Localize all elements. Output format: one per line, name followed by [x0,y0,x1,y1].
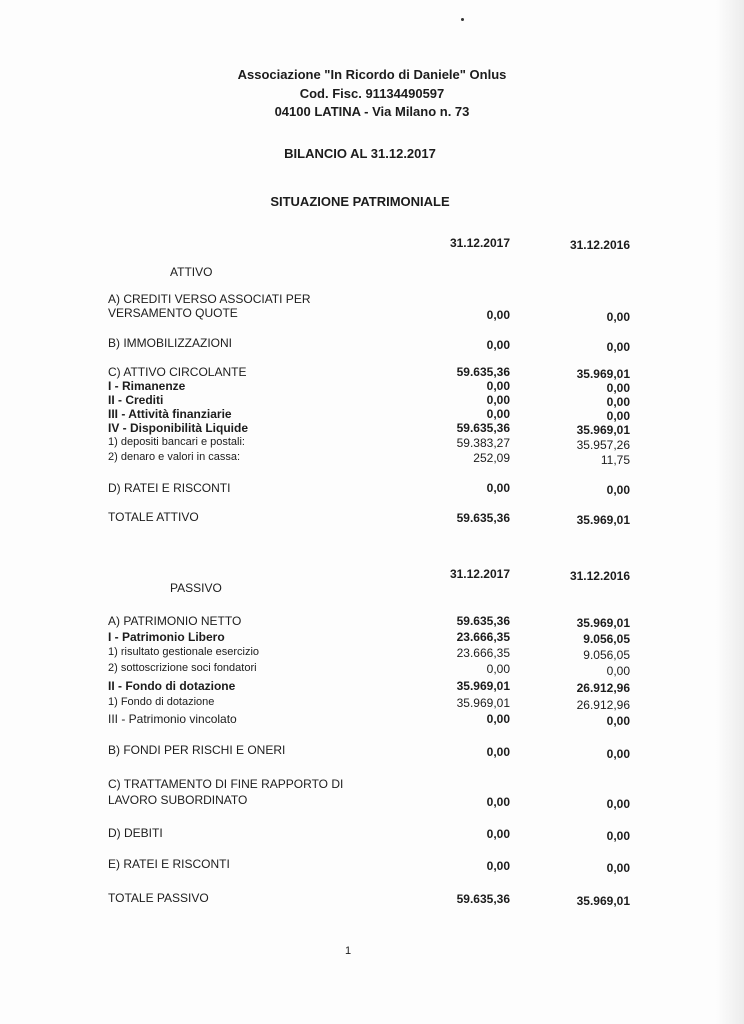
passivo-a3-label: III - Patrimonio vincolato [108,712,237,726]
attivo-a-2016: 0,00 [606,310,630,324]
page-number: 1 [345,945,352,957]
address: 04100 LATINA - Via Milano n. 73 [274,104,470,119]
scan-speck [461,18,464,21]
passivo-a1-2017: 23.666,35 [456,630,510,644]
attivo-c-2017: 59.635,36 [456,365,510,379]
column-header-2016-passivo: 31.12.2016 [569,569,630,583]
passivo-heading: PASSIVO [170,581,222,595]
attivo-c1-2017: 0,00 [486,379,510,393]
attivo-c2-2017: 0,00 [486,393,510,407]
passivo-a1b-label: 2) sottoscrizione soci fondatori [108,662,257,674]
passivo-a1a-label: 1) risultato gestionale esercizio [108,646,260,658]
passivo-a-2017: 59.635,36 [456,614,510,628]
attivo-c2-2016: 0,00 [606,395,630,409]
attivo-c4b-label: 2) denaro e valori in cassa: [108,451,241,463]
attivo-c4a-2016: 35.957,26 [576,438,630,452]
attivo-c4b-2017: 252,09 [473,451,510,465]
passivo-e-2016: 0,00 [606,861,630,875]
totale-attivo-2016: 35.969,01 [576,513,630,527]
passivo-d-2016: 0,00 [606,829,630,843]
passivo-a2-label: II - Fondo di dotazione [108,679,236,693]
totale-attivo-2017: 59.635,36 [456,511,510,525]
passivo-d-2017: 0,00 [486,827,510,841]
attivo-c1-label: I - Rimanenze [108,379,186,393]
passivo-a1-label: I - Patrimonio Libero [108,630,225,644]
fiscal-code: Cod. Fisc. 91134490597 [299,86,445,101]
passivo-a2a-2017: 35.969,01 [456,696,510,710]
attivo-b-2017: 0,00 [486,338,510,352]
passivo-a-2016: 35.969,01 [576,616,630,630]
attivo-b-2016: 0,00 [606,340,630,354]
section-title: SITUAZIONE PATRIMONIALE [270,194,450,209]
passivo-a1b-2017: 0,00 [486,662,510,676]
passivo-a1a-2016: 9.056,05 [583,648,630,662]
page-edge-shadow [716,0,744,1024]
attivo-c4-label: IV - Disponibilità Liquide [108,421,248,435]
attivo-b-label: B) IMMOBILIZZAZIONI [108,336,233,350]
passivo-b-2017: 0,00 [486,745,510,759]
attivo-c2-label: II - Crediti [108,393,164,407]
passivo-a2-2017: 35.969,01 [456,679,510,693]
passivo-a3-2017: 0,00 [486,712,510,726]
passivo-d-label: D) DEBITI [108,826,163,840]
passivo-c-label-1: C) TRATTAMENTO DI FINE RAPPORTO DI [108,777,344,791]
attivo-a-label-2: VERSAMENTO QUOTE [108,306,238,320]
column-header-2016: 31.12.2016 [569,238,630,252]
document-title: BILANCIO AL 31.12.2017 [284,146,436,161]
attivo-d-label: D) RATEI E RISCONTI [108,481,231,495]
column-header-2017: 31.12.2017 [449,236,510,250]
attivo-c4a-2017: 59.383,27 [456,436,510,450]
passivo-c-label-2: LAVORO SUBORDINATO [108,793,248,807]
passivo-a3-2016: 0,00 [606,714,630,728]
passivo-a1b-2016: 0,00 [606,664,630,678]
attivo-c4-2016: 35.969,01 [576,423,630,437]
passivo-a-label: A) PATRIMONIO NETTO [108,614,242,628]
passivo-a1-2016: 9.056,05 [583,632,630,646]
attivo-c4b-2016: 11,75 [600,453,630,467]
column-header-2017-passivo: 31.12.2017 [449,567,510,581]
passivo-a2a-label: 1) Fondo di dotazione [108,696,215,708]
org-name: Associazione "In Ricordo di Daniele" Onlus [237,67,507,82]
passivo-a2a-2016: 26.912,96 [576,698,630,712]
attivo-c3-2017: 0,00 [486,407,510,421]
passivo-a2-2016: 26.912,96 [576,681,630,695]
attivo-a-label-1: A) CREDITI VERSO ASSOCIATI PER [108,292,311,306]
attivo-a-2017: 0,00 [486,308,510,322]
passivo-b-label: B) FONDI PER RISCHI E ONERI [108,743,286,757]
attivo-c4-2017: 59.635,36 [456,421,510,435]
attivo-c-label: C) ATTIVO CIRCOLANTE [108,365,247,379]
passivo-c-2016: 0,00 [606,797,630,811]
passivo-b-2016: 0,00 [606,747,630,761]
attivo-c-2016: 35.969,01 [576,367,630,381]
passivo-a1a-2017: 23.666,35 [456,646,510,660]
passivo-e-label: E) RATEI E RISCONTI [108,857,230,871]
passivo-e-2017: 0,00 [486,859,510,873]
attivo-c4a-label: 1) depositi bancari e postali: [108,436,245,448]
totale-passivo-2016: 35.969,01 [576,894,630,908]
totale-attivo-label: TOTALE ATTIVO [108,510,199,524]
attivo-d-2017: 0,00 [486,481,510,495]
attivo-c3-2016: 0,00 [606,409,630,423]
attivo-heading: ATTIVO [170,265,213,279]
passivo-c-2017: 0,00 [486,795,510,809]
attivo-d-2016: 0,00 [606,483,630,497]
totale-passivo-2017: 59.635,36 [456,892,510,906]
attivo-c3-label: III - Attività finanziarie [108,407,232,421]
totale-passivo-label: TOTALE PASSIVO [108,891,209,905]
attivo-c1-2016: 0,00 [606,381,630,395]
